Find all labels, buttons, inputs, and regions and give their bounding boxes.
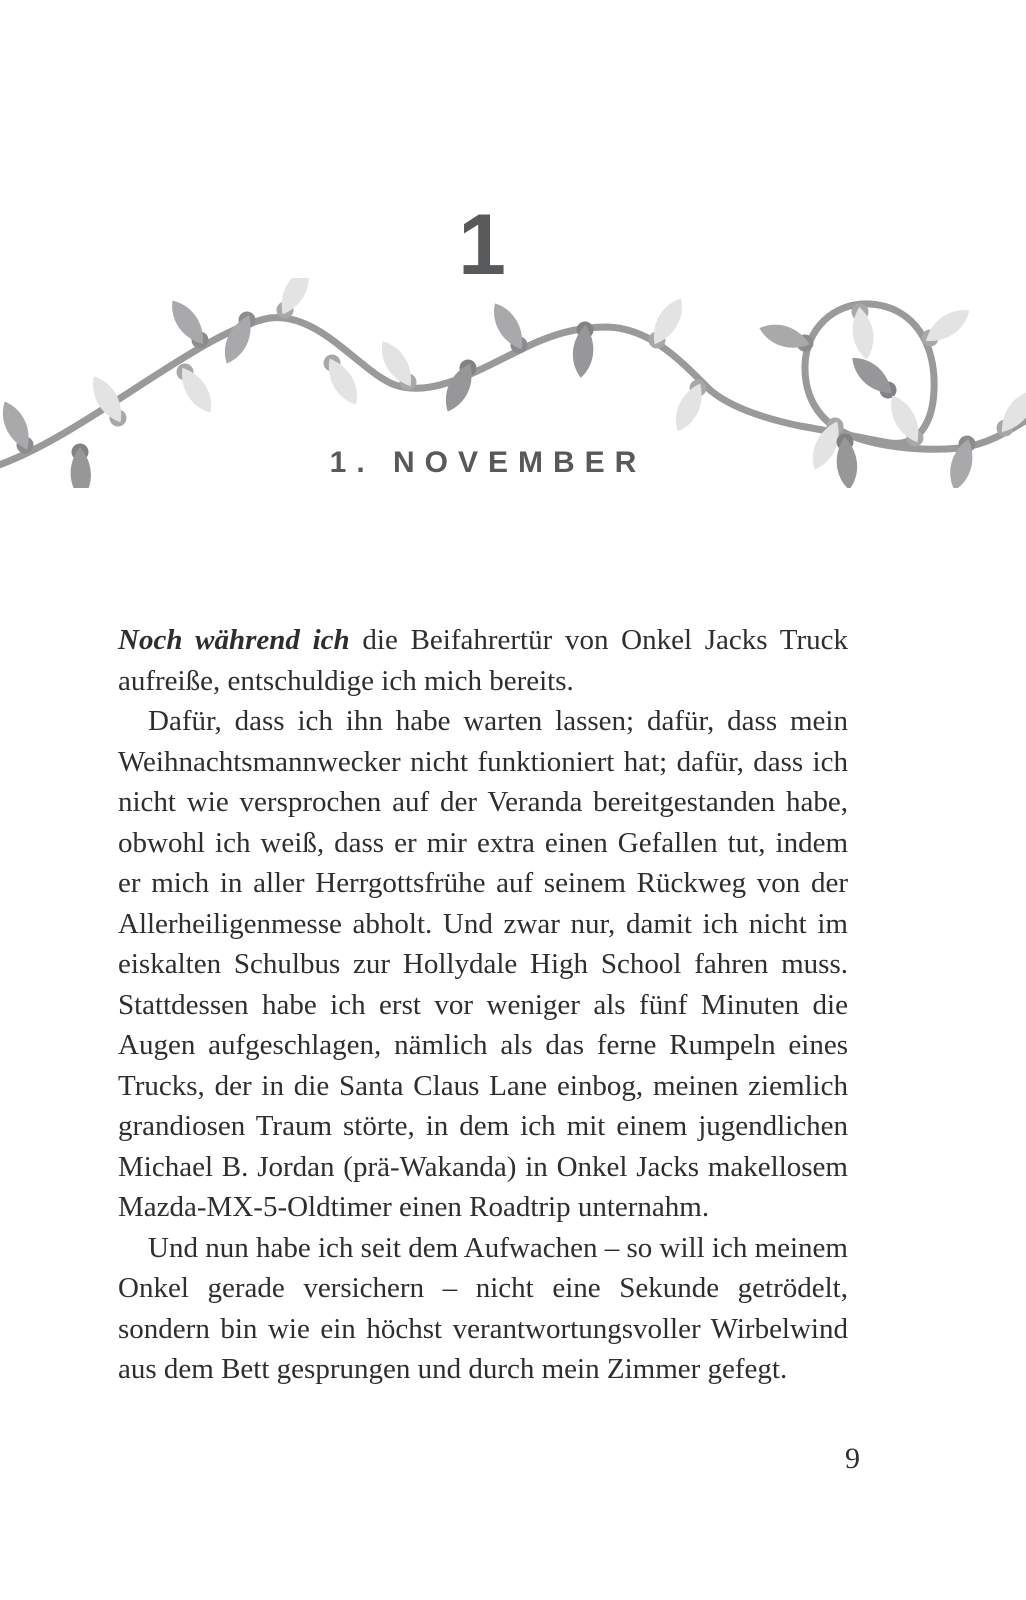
paragraph: Noch während ich die Beifahrertür von Onkel Jacks Truck aufreiße, entschuldige ich mich bereits. [118, 624, 848, 697]
light-bulb-icon [669, 376, 711, 436]
chapter-number: 1 [458, 197, 508, 293]
paragraph: Und nun habe ich seit dem Aufwachen – so will ich meinem Onkel gerade versichern – nicht eine Sekunde getrödelt, sondern bin wie ein höchst verantwortungsvoller Wirbelwind aus dem Bett gesprungen und durch mein Zimmer gefegt. [118, 1231, 848, 1385]
chapter-title: 1. NOVEMBER [329, 446, 647, 479]
light-bulb-icon [172, 359, 219, 418]
light-bulb-icon [917, 302, 975, 351]
light-bulb-icon [992, 384, 1026, 441]
light-bulb-icon [85, 371, 131, 430]
body-text [118, 620, 848, 1390]
light-bulb-icon [486, 298, 532, 357]
paragraph: Dafür, dass ich ihn habe warten lassen; dafür, dass mein Weihnachtsmannwecker nicht funktioniert hat; dafür, dass ich nicht wie versprochen auf der Veranda bereitgestanden habe, obwohl ich weiß, dass er mir extra einen Gefallen tut, indem er mich in aller Herrgottsfrühe auf seinem Rückweg von der Allerheiligenmesse abholt. Und zwar nur, damit ich nicht im eiskalten Schulbus zur Hollydale High School fahren muss. Stattdessen habe ich erst vor weniger als fünf Minuten die Augen aufgeschlagen, nämlich als das ferne Rumpeln eines Trucks, der in die Santa Claus Lane einbog, meinen ziemlich grandiosen Traum störte, in dem ich mit einem jugendlichen Michael B. Jordan (prä-Wakanda) in Onkel Jacks makellosem Mazda-MX-5-Oldtimer einen Roadtrip unternahm. [118, 705, 848, 1223]
paragraph-lead: Noch während ich [118, 624, 350, 656]
light-bulb-icon [756, 319, 816, 356]
page-number: 9 [845, 1442, 860, 1475]
light-bulb-icon [849, 302, 877, 361]
light-bulb-icon [644, 293, 690, 352]
light-bulb-icon [164, 295, 213, 353]
light-bulb-icon [272, 278, 316, 322]
light-bulb-icon [846, 350, 902, 403]
